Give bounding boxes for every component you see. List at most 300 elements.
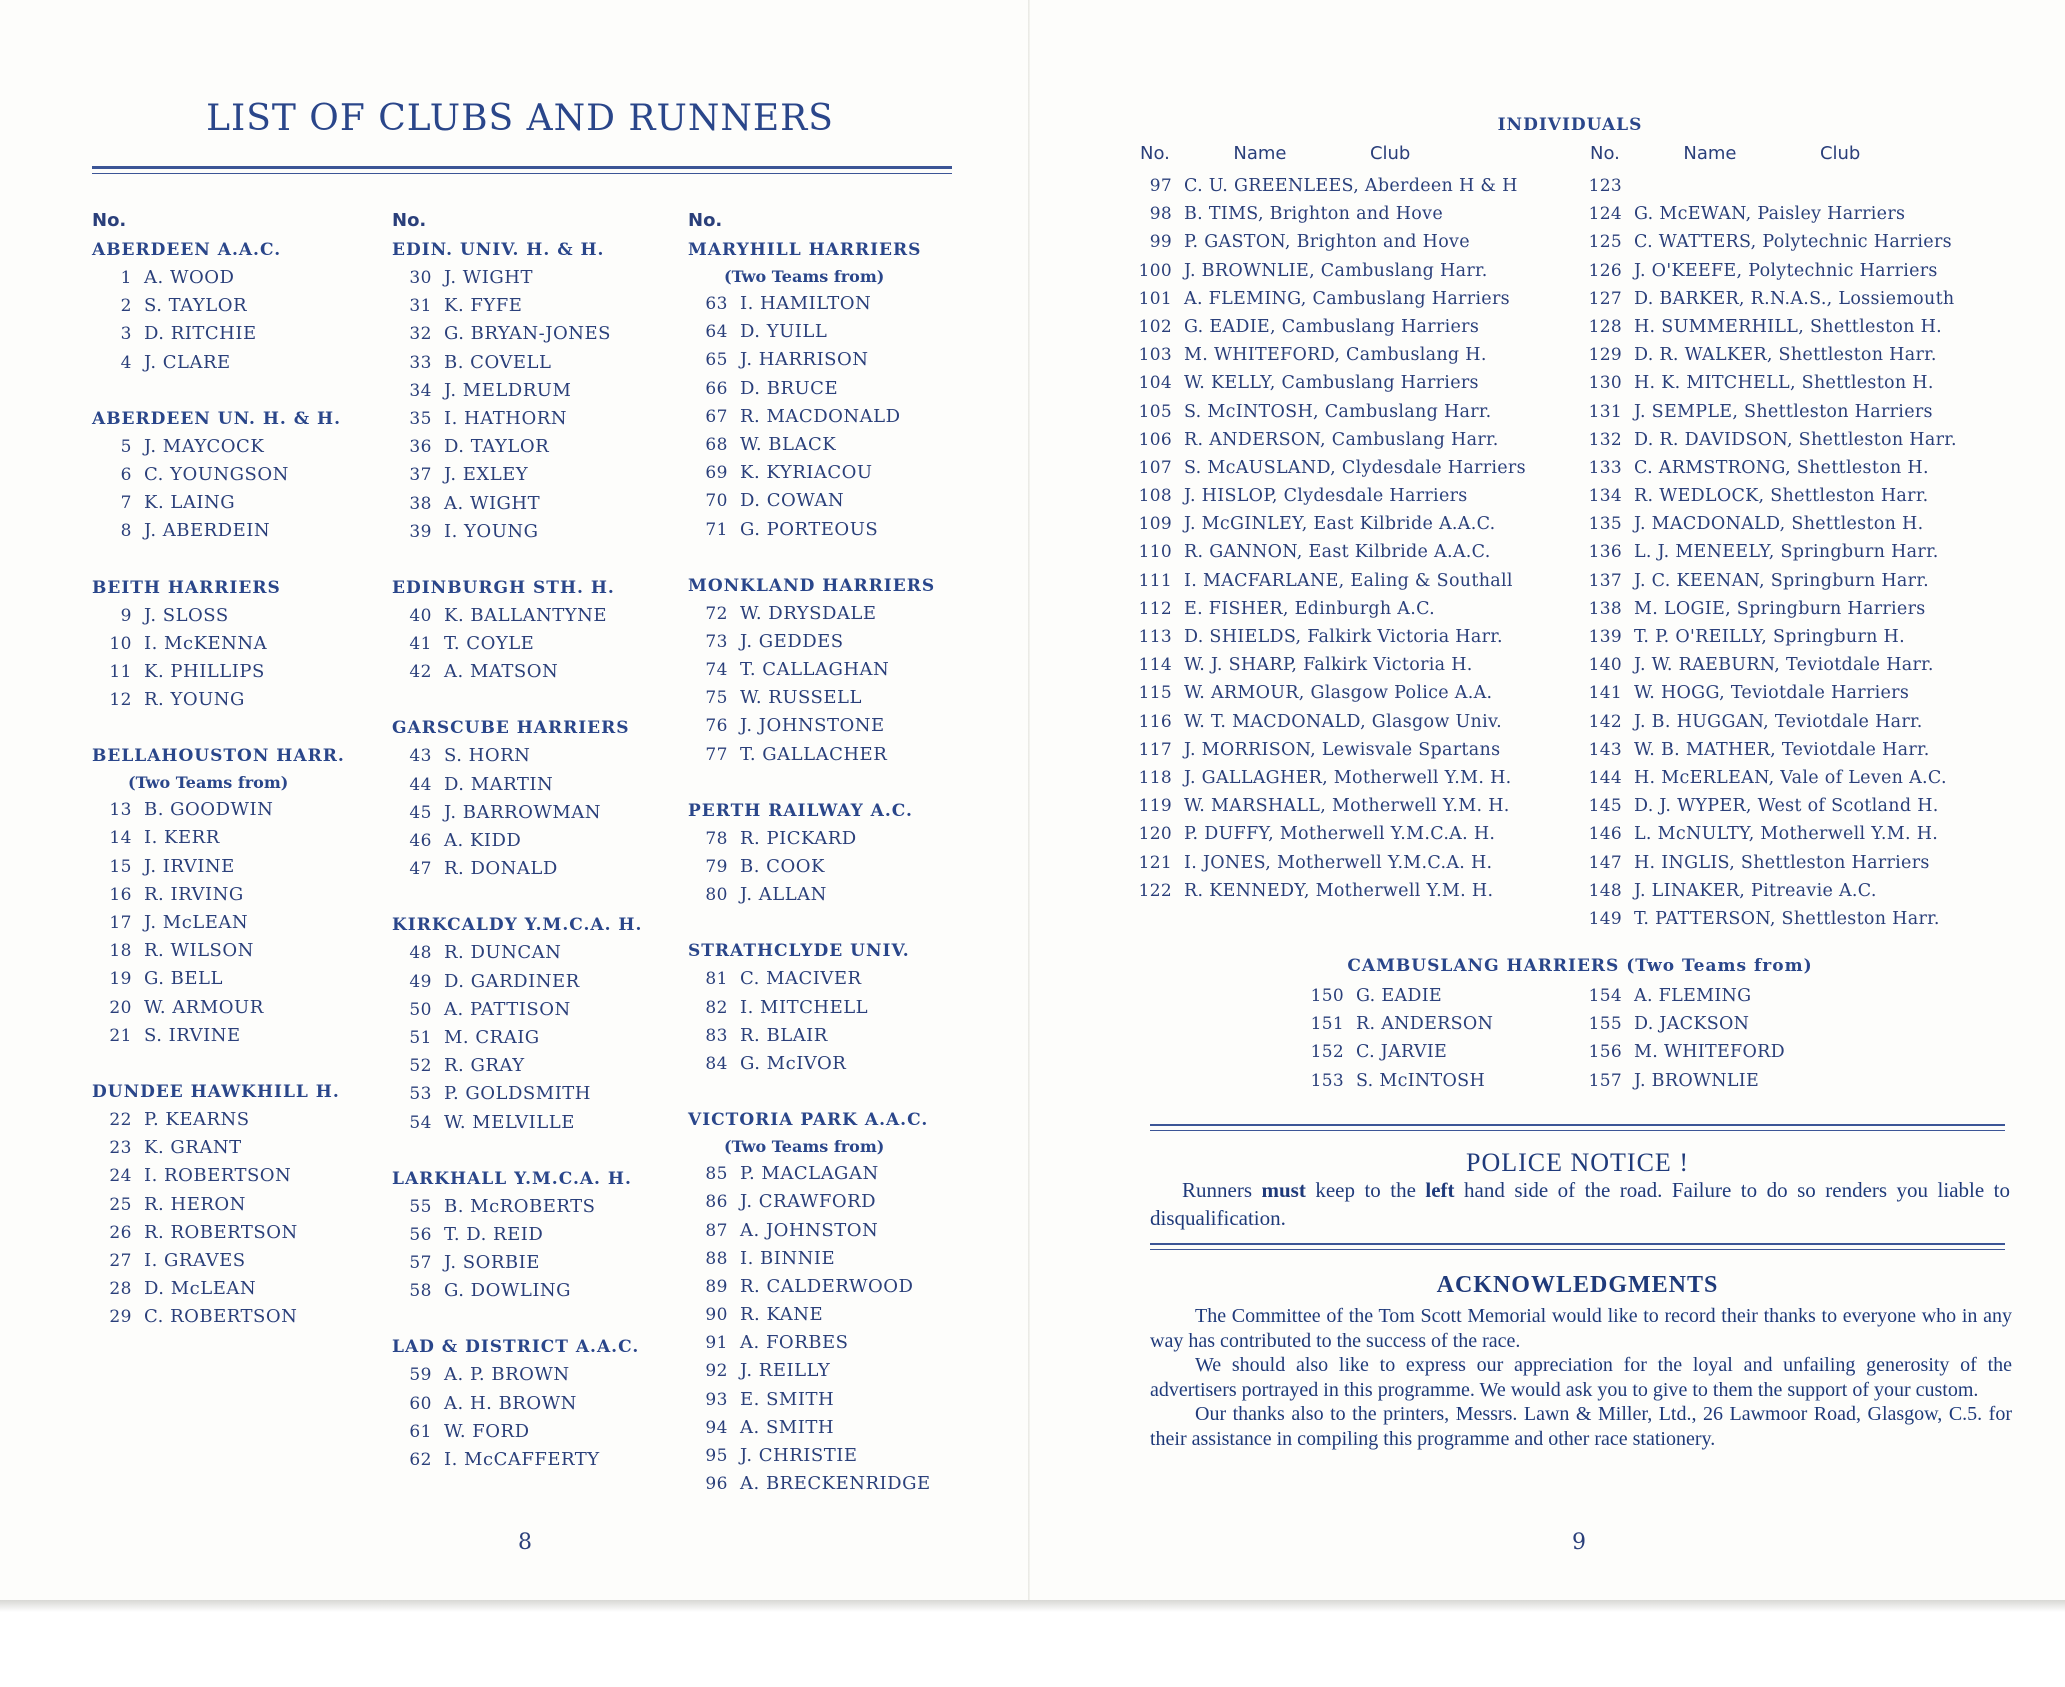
entry-text: R. WEDLOCK, Shettleston Harr. — [1634, 486, 1929, 507]
runner-row — [392, 1193, 692, 1221]
runner-number: 88 — [705, 1248, 728, 1269]
runner-number: 89 — [705, 1276, 728, 1297]
runner-row — [688, 881, 988, 909]
runner-name: T. CALLAGHAN — [740, 659, 890, 681]
runner-name: D. YUILL — [740, 321, 828, 343]
runner-number: 32 — [409, 324, 432, 345]
runner-row — [92, 1219, 392, 1247]
runner-number: 40 — [409, 605, 432, 626]
runner-number: 56 — [409, 1224, 432, 1245]
entry-text: R. ANDERSON — [1356, 1014, 1494, 1035]
entry-number: 149 — [1588, 908, 1622, 929]
runner-row — [688, 459, 988, 487]
header-name: Name — [1683, 143, 1737, 164]
runner-number: 34 — [409, 380, 432, 401]
runner-name: C. ROBERTSON — [144, 1306, 298, 1328]
entry-text: W. MARSHALL, Motherwell Y.M. H. — [1184, 796, 1510, 817]
entry-text: S. McAUSLAND, Clydesdale Harriers — [1184, 457, 1526, 478]
runner-row — [392, 490, 692, 518]
runner-name: I. MITCHELL — [740, 996, 869, 1018]
runner-number: 18 — [109, 941, 132, 962]
runner-number: 28 — [109, 1279, 132, 1300]
entry-row — [1578, 341, 1957, 369]
runner-name: S. TAYLOR — [144, 295, 248, 317]
entry-text: I. JONES, Motherwell Y.M.C.A. H. — [1184, 852, 1493, 873]
runner-name: A. KIDD — [444, 830, 522, 851]
runner-name: I. HATHORN — [444, 407, 568, 429]
entry-row — [1128, 764, 1526, 792]
runner-number: 84 — [705, 1053, 728, 1074]
entry-row — [1128, 679, 1526, 707]
entry-text: C. U. GREENLEES, Aberdeen H & H — [1184, 176, 1518, 196]
entry-number: 144 — [1588, 767, 1622, 788]
runner-row — [92, 264, 392, 292]
runner-row — [688, 1160, 988, 1188]
runner-row — [688, 1050, 988, 1078]
entry-row — [1578, 538, 1957, 566]
entry-row — [1128, 398, 1526, 426]
entry-row — [1578, 679, 1957, 707]
runner-row — [392, 630, 692, 658]
runner-number: 47 — [409, 859, 432, 880]
entry-number: 118 — [1138, 767, 1172, 788]
runner-name: I. HAMILTON — [740, 293, 872, 314]
runner-row — [392, 742, 692, 770]
runner-name: D. BRUCE — [740, 377, 839, 399]
individuals-title: INDIVIDUALS — [1497, 115, 1643, 135]
entry-row — [1578, 905, 1957, 933]
runner-row — [688, 290, 988, 318]
column-no-label: No. — [392, 210, 427, 231]
entry-number: 113 — [1138, 627, 1172, 647]
runner-row — [92, 796, 392, 824]
entry-text: L. J. MENEELY, Springburn Harr. — [1634, 542, 1939, 563]
entry-row — [1128, 341, 1526, 369]
runner-name: I. McCAFFERTY — [444, 1449, 600, 1470]
runner-name: A. H. BROWN — [444, 1392, 577, 1414]
entry-text: D. JACKSON — [1634, 1014, 1750, 1035]
club-name: EDINBURGH STH. H. — [392, 577, 615, 598]
entry-number: 154 — [1588, 986, 1622, 1006]
ack-paragraph-1: The Committee of the Tom Scott Memorial would like to record their thanks to everyone who in any way has contributed to the success of the race. — [1150, 1305, 2012, 1352]
entry-number: 143 — [1588, 739, 1622, 760]
runner-row — [92, 517, 392, 545]
runner-row — [92, 1022, 392, 1050]
runner-name: K. FYFE — [444, 295, 523, 317]
runner-name: J. ALLAN — [740, 884, 827, 906]
runner-name: I. KERR — [144, 827, 220, 849]
acknowledgments-title: ACKNOWLEDGMENTS — [1436, 1272, 1719, 1298]
runner-row — [688, 965, 988, 993]
runner-number: 68 — [705, 434, 728, 455]
entry-text: A. FLEMING, Cambuslang Harriers — [1184, 288, 1510, 309]
club-column-3 — [688, 210, 988, 1498]
runner-number: 31 — [409, 296, 432, 317]
runner-name: R. ROBERTSON — [144, 1221, 298, 1243]
runner-row — [92, 853, 392, 881]
runner-row — [688, 600, 988, 628]
entry-number: 133 — [1588, 457, 1622, 478]
entry-number: 137 — [1588, 570, 1622, 591]
runner-row — [392, 602, 692, 630]
runner-row — [92, 1303, 392, 1331]
entry-number: 107 — [1138, 457, 1172, 478]
entry-text: M. WHITEFORD — [1634, 1042, 1785, 1063]
individuals-header-right — [1590, 143, 1860, 164]
entry-number: 135 — [1588, 514, 1622, 535]
entry-number: 155 — [1588, 1014, 1622, 1035]
entry-text: W. KELLY, Cambuslang Harriers — [1184, 373, 1479, 394]
entry-number: 151 — [1310, 1014, 1344, 1035]
runner-name: R. CALDERWOOD — [740, 1275, 914, 1297]
entry-number: 128 — [1588, 316, 1622, 337]
runner-row — [392, 1221, 692, 1249]
runner-row — [92, 686, 392, 714]
club-block — [392, 574, 692, 687]
entry-row — [1578, 285, 1957, 313]
runner-name: J. McLEAN — [144, 912, 249, 933]
runner-row — [392, 1052, 692, 1080]
club-block — [392, 1333, 692, 1474]
entry-text: J. GALLAGHER, Motherwell Y.M. H. — [1184, 767, 1512, 788]
runner-row — [392, 1277, 692, 1305]
runner-row — [688, 741, 988, 769]
entry-number: 98 — [1149, 204, 1172, 225]
runner-row — [688, 346, 988, 374]
runner-name: A. WIGHT — [444, 492, 541, 514]
entry-number: 123 — [1588, 176, 1622, 196]
police-notice-rule-top — [1150, 1124, 2005, 1131]
runner-name: G. PORTEOUS — [740, 518, 879, 540]
runner-row — [92, 909, 392, 937]
runner-name: B. GOODWIN — [144, 799, 274, 821]
entry-number: 136 — [1588, 542, 1622, 563]
runner-number: 69 — [705, 463, 728, 484]
entry-number: 101 — [1138, 288, 1172, 309]
runner-number: 94 — [705, 1417, 728, 1438]
entry-text: W. J. SHARP, Falkirk Victoria H. — [1184, 655, 1473, 676]
runner-row — [688, 431, 988, 459]
runner-name: T. GALLACHER — [740, 743, 888, 765]
entry-number: 152 — [1310, 1042, 1344, 1063]
entry-text: W. B. MATHER, Teviotdale Harr. — [1634, 739, 1930, 760]
runner-row — [92, 349, 392, 377]
runner-number: 6 — [120, 464, 132, 485]
runner-name: J. WIGHT — [444, 267, 533, 288]
entry-number: 99 — [1149, 232, 1172, 253]
club-block — [688, 797, 988, 910]
runner-name: J. CRAWFORD — [740, 1191, 877, 1213]
runner-row — [92, 1247, 392, 1275]
runner-name: R. HERON — [144, 1193, 246, 1215]
runner-number: 35 — [409, 408, 432, 429]
entry-text: C. WATTERS, Polytechnic Harriers — [1634, 232, 1952, 253]
club-note: (Two Teams from) — [724, 267, 885, 286]
runner-row — [392, 968, 692, 996]
runner-row — [688, 487, 988, 515]
entry-row — [1128, 820, 1526, 848]
runner-row — [392, 658, 692, 686]
runner-row — [688, 656, 988, 684]
runner-number: 51 — [409, 1027, 432, 1048]
runner-name: J. REILLY — [740, 1360, 831, 1382]
runner-row — [92, 1191, 392, 1219]
runner-number: 50 — [409, 999, 432, 1020]
runner-row — [92, 433, 392, 461]
entry-number: 127 — [1588, 288, 1622, 309]
entry-number: 138 — [1588, 598, 1622, 619]
runner-name: W. FORD — [444, 1420, 530, 1442]
runner-row — [688, 1442, 988, 1470]
header-club: Club — [1369, 143, 1411, 164]
individuals-list-left — [1128, 172, 1526, 905]
runner-row — [688, 994, 988, 1022]
runner-name: D. COWAN — [740, 490, 845, 512]
runner-name: R. PICKARD — [740, 827, 857, 849]
runner-name: I. McKENNA — [144, 632, 268, 654]
runner-name: B. COOK — [740, 856, 825, 877]
entry-row — [1578, 228, 1957, 256]
runner-row — [688, 1022, 988, 1050]
runner-number: 65 — [705, 350, 728, 371]
police-notice-title: POLICE NOTICE ! — [1466, 1148, 1689, 1177]
runner-row — [92, 461, 392, 489]
entry-row — [1578, 426, 1957, 454]
entry-text: P. DUFFY, Motherwell Y.M.C.A. H. — [1184, 824, 1496, 845]
entry-text: I. MACFARLANE, Ealing & Southall — [1184, 570, 1513, 591]
entry-row — [1300, 982, 1493, 1010]
runner-number: 55 — [409, 1196, 432, 1217]
entry-row — [1128, 538, 1526, 566]
entry-text: J. B. HUGGAN, Teviotdale Harr. — [1634, 711, 1923, 732]
runner-number: 59 — [409, 1365, 432, 1386]
entry-row — [1128, 454, 1526, 482]
runner-name: R. GRAY — [444, 1055, 525, 1077]
entry-text: J. W. RAEBURN, Teviotdale Harr. — [1634, 655, 1934, 676]
runner-name: W. DRYSDALE — [740, 602, 877, 624]
club-name: DUNDEE HAWKHILL H. — [92, 1081, 340, 1102]
club-note: (Two Teams from) — [724, 1137, 885, 1157]
runner-number: 8 — [120, 521, 132, 542]
runner-number: 45 — [409, 802, 432, 823]
club-block — [392, 911, 692, 1136]
runner-row — [392, 1418, 692, 1446]
runner-number: 77 — [705, 744, 728, 765]
entry-number: 103 — [1138, 345, 1172, 366]
club-name: LAD & DISTRICT A.A.C. — [392, 1337, 640, 1358]
entry-text: D. R. DAVIDSON, Shettleston Harr. — [1634, 429, 1957, 450]
entry-number: 139 — [1588, 627, 1622, 647]
entry-number: 117 — [1138, 739, 1172, 760]
runner-name: R. KANE — [740, 1304, 824, 1326]
runner-number: 9 — [120, 605, 132, 626]
police-text-3: hand side of the road. Failure to do so renders you liable to disqualification. — [1150, 1178, 2010, 1230]
entry-row — [1128, 426, 1526, 454]
runner-row — [392, 939, 692, 967]
runner-number: 43 — [409, 746, 432, 767]
entry-text: R. KENNEDY, Motherwell Y.M. H. — [1184, 880, 1494, 901]
club-block — [688, 1106, 988, 1498]
entry-text: J. C. KEENAN, Springburn Harr. — [1634, 570, 1929, 591]
entry-row — [1128, 257, 1526, 285]
entry-number: 150 — [1310, 986, 1344, 1006]
entry-number: 122 — [1138, 880, 1172, 901]
club-block — [92, 405, 392, 546]
runner-number: 30 — [409, 268, 432, 288]
runner-row — [92, 489, 392, 517]
acknowledgments-text — [1150, 1304, 2012, 1451]
runner-name: I. BINNIE — [740, 1247, 836, 1269]
entry-number: 121 — [1138, 852, 1172, 873]
runner-number: 83 — [705, 1025, 728, 1046]
entry-number: 119 — [1138, 796, 1172, 817]
runner-name: K. KYRIACOU — [740, 462, 873, 484]
runner-number: 21 — [109, 1025, 132, 1046]
entry-number: 116 — [1138, 711, 1172, 732]
entry-text: H. INGLIS, Shettleston Harriers — [1634, 852, 1930, 873]
entry-number: 102 — [1138, 316, 1172, 337]
entry-row — [1128, 369, 1526, 397]
entry-text: J. McGINLEY, East Kilbride A.A.C. — [1184, 514, 1496, 535]
police-notice-text — [1150, 1176, 2010, 1232]
runner-row — [392, 827, 692, 855]
runner-name: K. PHILLIPS — [144, 660, 265, 682]
entry-number: 104 — [1138, 373, 1172, 394]
entry-row — [1128, 595, 1526, 623]
police-text-2: keep to the — [1305, 1178, 1426, 1202]
header-club: Club — [1819, 143, 1861, 164]
club-block — [92, 574, 392, 715]
entry-row — [1578, 510, 1957, 538]
runner-name: D. TAYLOR — [444, 436, 550, 458]
entry-text: E. FISHER, Edinburgh A.C. — [1184, 598, 1436, 619]
entry-row — [1578, 820, 1957, 848]
runner-number: 58 — [409, 1281, 432, 1302]
entry-text: J. SEMPLE, Shettleston Harriers — [1634, 401, 1933, 422]
entry-text: G. McEWAN, Paisley Harriers — [1634, 204, 1906, 225]
runner-number: 17 — [109, 913, 132, 933]
runner-row — [92, 1162, 392, 1190]
runner-name: R. DONALD — [444, 858, 558, 880]
entry-number: 110 — [1138, 542, 1172, 563]
runner-number: 19 — [109, 969, 132, 990]
entry-number: 97 — [1149, 176, 1172, 196]
police-text-must: must — [1261, 1178, 1306, 1202]
entry-text: H. K. MITCHELL, Shettleston H. — [1634, 373, 1934, 394]
entry-row — [1128, 708, 1526, 736]
runner-number: 36 — [409, 437, 432, 458]
runner-name: T. D. REID — [444, 1223, 544, 1245]
runner-row — [688, 375, 988, 403]
entry-row — [1578, 708, 1957, 736]
runner-name: R. YOUNG — [144, 689, 245, 711]
header-no: No. — [1140, 143, 1170, 164]
entry-row — [1128, 200, 1526, 228]
runner-name: W. BLACK — [740, 433, 837, 455]
entry-row — [1128, 172, 1526, 200]
entry-row — [1300, 1067, 1493, 1095]
runner-row — [688, 1329, 988, 1357]
runner-row — [392, 433, 692, 461]
runner-name: D. McLEAN — [144, 1278, 257, 1300]
runner-row — [392, 320, 692, 348]
entry-row — [1128, 228, 1526, 256]
runner-number: 79 — [705, 857, 728, 877]
runner-row — [92, 881, 392, 909]
runner-name: J. BARROWMAN — [444, 801, 602, 823]
runner-number: 41 — [409, 634, 432, 655]
runner-name: I. ROBERTSON — [144, 1165, 292, 1187]
entry-row — [1578, 482, 1957, 510]
cambuslang-list-left — [1300, 982, 1493, 1095]
entry-row — [1128, 651, 1526, 679]
runner-name: K. BALLANTYNE — [444, 604, 608, 626]
runner-name: W. MELVILLE — [444, 1111, 575, 1133]
runner-number: 11 — [109, 661, 132, 682]
runner-row — [688, 1301, 988, 1329]
entry-row — [1578, 1038, 1785, 1066]
left-page — [0, 0, 1030, 1610]
entry-row — [1578, 567, 1957, 595]
entry-number: 131 — [1588, 401, 1622, 422]
runner-row — [92, 602, 392, 630]
runner-number: 93 — [705, 1389, 728, 1410]
runner-row — [688, 516, 988, 544]
entry-number: 146 — [1588, 824, 1622, 845]
runner-name: J. IRVINE — [144, 855, 235, 877]
runner-row — [92, 292, 392, 320]
runner-row — [688, 1245, 988, 1273]
runner-number: 52 — [409, 1056, 432, 1077]
runner-name: J. CHRISTIE — [740, 1445, 858, 1466]
runner-number: 46 — [409, 831, 432, 851]
runner-row — [392, 1390, 692, 1418]
club-name: MONKLAND HARRIERS — [688, 575, 936, 596]
club-block — [392, 714, 692, 883]
runner-name: W. RUSSELL — [740, 687, 862, 709]
runner-row — [688, 318, 988, 346]
entry-text: J. MACDONALD, Shettleston H. — [1634, 514, 1924, 535]
runner-number: 80 — [705, 885, 728, 906]
runner-number: 63 — [705, 294, 728, 314]
runner-row — [688, 628, 988, 656]
runner-number: 48 — [409, 943, 432, 964]
runner-name: R. WILSON — [144, 940, 254, 962]
entry-text: J. O'KEEFE, Polytechnic Harriers — [1634, 260, 1938, 281]
header-name: Name — [1233, 143, 1287, 164]
entry-text: R. ANDERSON, Cambuslang Harr. — [1184, 429, 1499, 450]
runner-row — [392, 1249, 692, 1277]
runner-name: D. RITCHIE — [144, 323, 257, 345]
entry-text: T. PATTERSON, Shettleston Harr. — [1634, 908, 1940, 929]
entry-text: R. GANNON, East Kilbride A.A.C. — [1184, 542, 1491, 563]
entry-text: J. BROWNLIE — [1634, 1070, 1760, 1091]
runner-number: 60 — [409, 1393, 432, 1414]
runner-number: 12 — [109, 690, 132, 711]
club-column-1 — [92, 210, 392, 1331]
runner-name: B. McROBERTS — [444, 1195, 596, 1217]
entry-text: J. MORRISON, Lewisvale Spartans — [1184, 739, 1501, 760]
entry-number: 145 — [1588, 796, 1622, 817]
entry-text: J. BROWNLIE, Cambuslang Harr. — [1184, 260, 1488, 281]
entry-number: 126 — [1588, 260, 1622, 281]
runner-number: 71 — [705, 519, 728, 540]
runner-number: 75 — [705, 688, 728, 709]
entry-row — [1578, 651, 1957, 679]
runner-number: 76 — [705, 716, 728, 737]
runner-name: K. GRANT — [144, 1137, 242, 1159]
runner-row — [92, 937, 392, 965]
